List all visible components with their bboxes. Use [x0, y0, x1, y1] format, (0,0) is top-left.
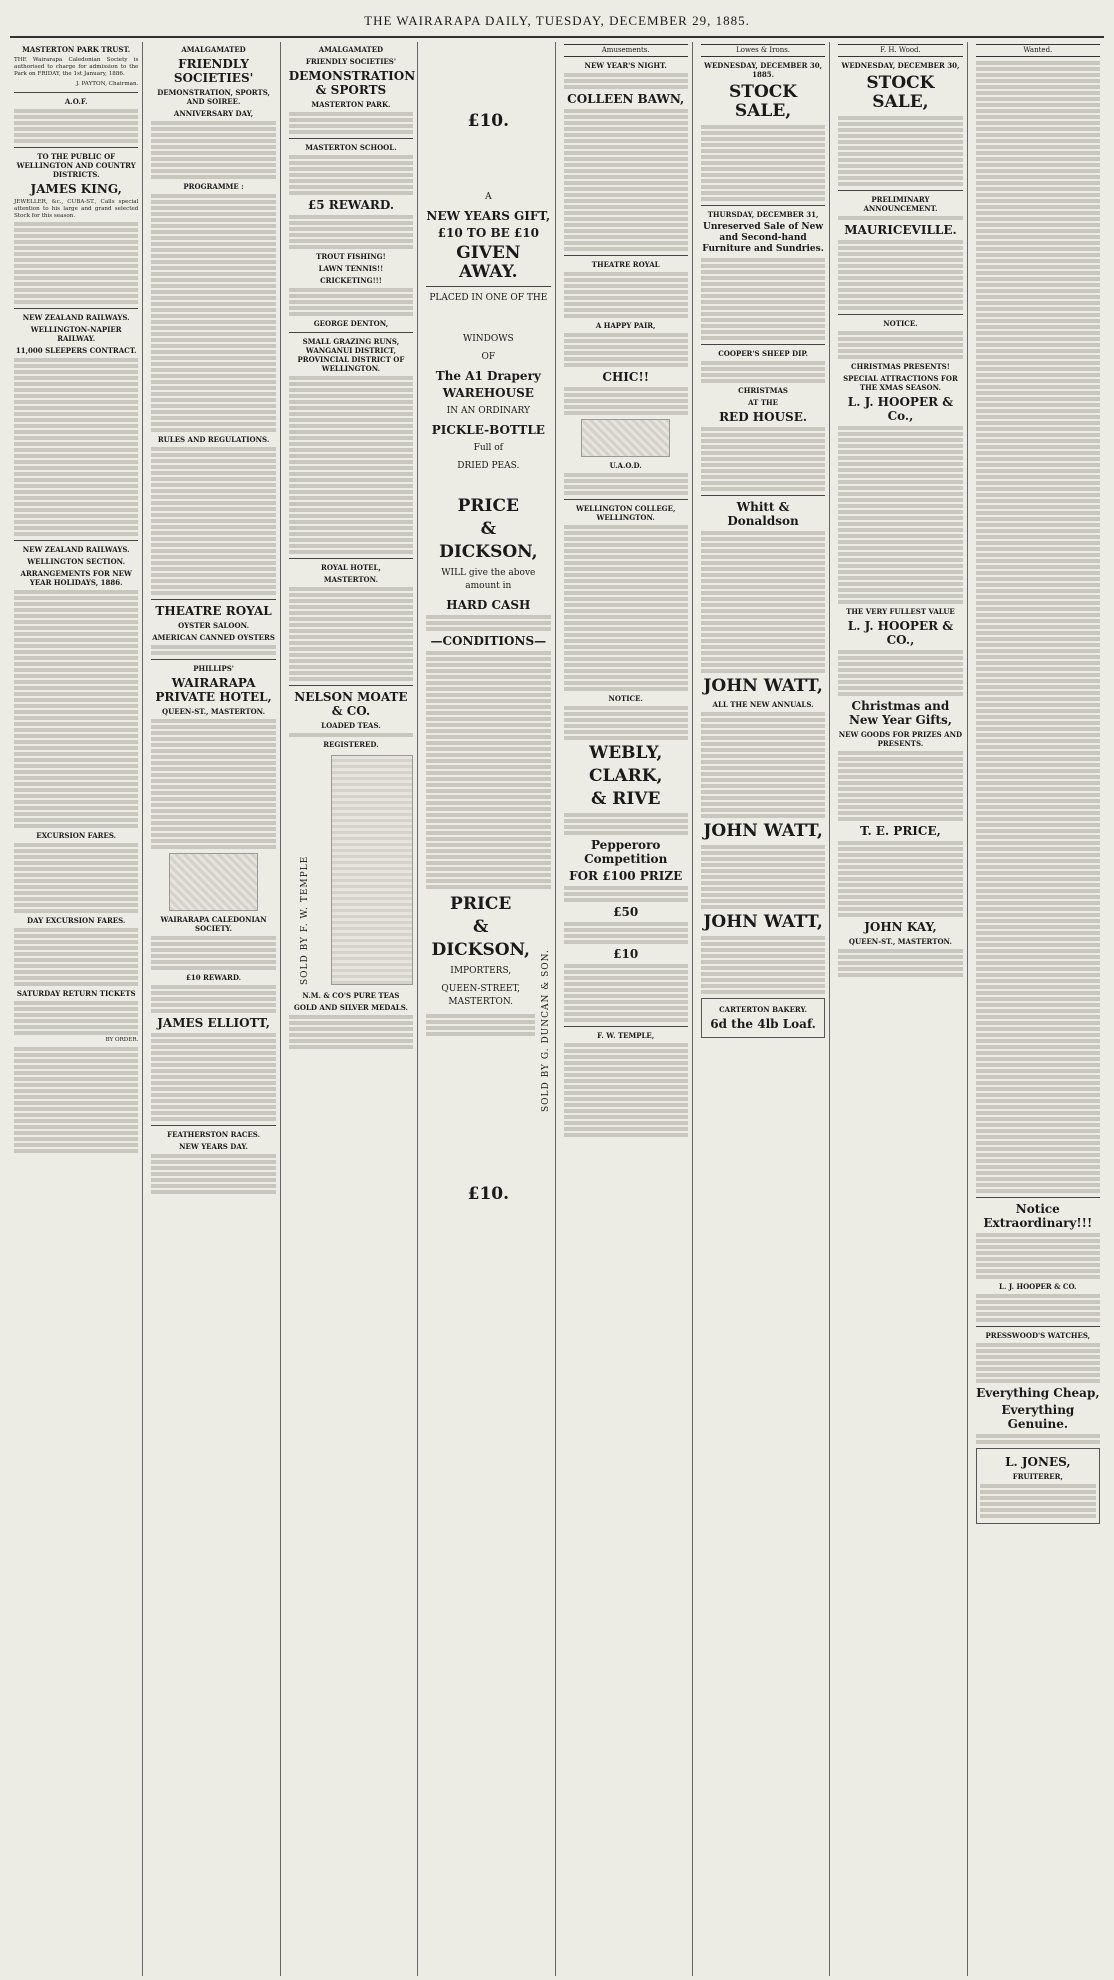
divider — [289, 138, 413, 139]
heading: ROYAL HOTEL, — [321, 563, 381, 572]
heading: JOHN WATT, — [703, 821, 823, 842]
text-block — [151, 936, 275, 970]
text-block — [976, 1233, 1100, 1279]
text-block — [289, 215, 413, 249]
heading: £10. — [467, 1184, 510, 1204]
heading: Christmas and New Year Gifts, — [848, 699, 952, 728]
heading: STOCK SALE, — [729, 82, 798, 122]
text-block — [426, 615, 550, 631]
heading: GEORGE DENTON, — [313, 319, 389, 328]
heading: COLLEEN BAWN, — [567, 92, 685, 107]
heading: £10. — [467, 111, 510, 131]
text-block — [426, 1014, 535, 1036]
heading: SMALL GRAZING RUNS, WANGANUI DISTRICT, PROVINCIAL DISTRICT OF WELLINGTON. — [297, 337, 405, 373]
text-block — [151, 645, 275, 655]
text-block — [701, 361, 825, 383]
section-banner: Amusements. — [564, 44, 688, 57]
columns — [10, 42, 1104, 1976]
heading: PRICE — [457, 496, 519, 516]
section-banner: F. H. Wood. — [838, 44, 962, 57]
text-block — [976, 1294, 1100, 1322]
column-7 — [834, 42, 967, 1976]
heading: LOADED TEAS. — [321, 721, 381, 730]
heading: AT THE — [748, 398, 778, 408]
text-block — [564, 1043, 688, 1137]
signature: BY ORDER. — [105, 1037, 139, 1044]
text-line: WILL give the above amount in — [441, 568, 536, 591]
heading: WELLINGTON SECTION. — [27, 557, 126, 567]
heading: £50 — [613, 905, 639, 920]
divider — [289, 685, 413, 686]
divider — [564, 499, 688, 500]
divider — [151, 1125, 275, 1126]
heading: CHIC!! — [602, 370, 649, 385]
divider — [976, 1197, 1100, 1198]
caledonian-society-emblem — [169, 853, 258, 911]
heading: PRESSWOOD'S WATCHES, — [985, 1331, 1091, 1341]
heading: AMALGAMATED — [318, 45, 384, 54]
text-block — [564, 813, 688, 835]
heading: FRUITERER, — [1012, 1472, 1063, 1482]
heading: WEDNESDAY, DECEMBER 30, — [841, 61, 960, 71]
heading: Whitt & Donaldson — [727, 500, 799, 529]
text-block — [980, 1484, 1096, 1518]
heading: JOHN WATT, — [703, 912, 823, 933]
heading: JOHN WATT, — [703, 676, 823, 697]
heading: NOTICE. — [883, 319, 918, 329]
wanted-ads — [976, 61, 1100, 1193]
heading: NEW ZEALAND RAILWAYS. — [22, 313, 130, 323]
heading: MASTERTON PARK TRUST. — [22, 45, 131, 54]
heading: TO THE PUBLIC OF WELLINGTON AND COUNTRY DISTRICTS. — [16, 151, 136, 179]
heading: OYSTER SALOON. — [178, 621, 250, 630]
heading: A.O.F. — [64, 96, 88, 106]
heading: WEDNESDAY, DECEMBER 30, 1885. — [704, 61, 823, 80]
text-block — [14, 928, 138, 986]
vertical-text: SOLD BY G. DUNCAN & SON. — [541, 949, 552, 1113]
heading: £5 REWARD. — [307, 198, 395, 212]
text-block — [838, 240, 962, 310]
text-block — [701, 712, 825, 818]
heading: NELSON MOATE & CO. — [294, 690, 408, 718]
heading: EXCURSION FARES. — [36, 831, 117, 841]
heading: SATURDAY RETURN TICKETS — [16, 989, 136, 999]
divider — [426, 286, 550, 287]
text-block — [564, 706, 688, 740]
heading: £10 TO BE £10 — [437, 226, 539, 240]
divider — [14, 540, 138, 541]
masthead-title: THE WAIRARAPA DAILY, TUESDAY, DECEMBER 29, 1885. — [364, 13, 750, 28]
heading: AMALGAMATED — [181, 45, 246, 54]
text-block — [151, 719, 275, 849]
text-block — [838, 751, 962, 821]
heading: TROUT FISHING! — [316, 252, 386, 261]
text-block — [289, 1015, 413, 1049]
heading: L. J. HOOPER & CO. — [999, 1282, 1077, 1292]
heading: GOLD AND SILVER MEDALS. — [293, 1003, 408, 1012]
divider — [151, 659, 275, 660]
heading: COOPER'S SHEEP DIP. — [718, 349, 808, 359]
heading: STOCK SALE, — [866, 73, 935, 113]
heading: JOHN KAY, — [864, 920, 937, 935]
column-1 — [10, 42, 143, 1976]
divider — [838, 314, 962, 315]
heading: PRELIMINARY ANNOUNCEMENT. — [863, 195, 938, 214]
heading: MASTERTON SCHOOL. — [305, 143, 397, 152]
heading: PRICE — [450, 894, 512, 914]
divider — [701, 344, 825, 345]
heading: N.M. & CO'S PURE TEAS — [302, 991, 400, 1000]
heading: THURSDAY, DECEMBER 31, — [707, 210, 819, 220]
heading: CHRISTMAS PRESENTS! — [851, 362, 950, 372]
vertical-text: SOLD BY F. W. TEMPLE — [300, 855, 311, 985]
text-block — [564, 73, 688, 89]
heading: FEATHERSTON RACES. — [167, 1130, 261, 1139]
text-block — [151, 1033, 275, 1121]
tea-chest-illustration — [331, 755, 413, 985]
column-4 — [422, 42, 555, 1976]
divider — [14, 92, 138, 93]
heading: LAWN TENNIS!! — [318, 264, 384, 273]
heading: WELLINGTON-NAPIER RAILWAY. — [30, 325, 122, 344]
column-2 — [147, 42, 280, 1976]
heading: & RIVE — [590, 789, 661, 810]
heading: JAMES KING, — [30, 181, 122, 196]
text-block — [289, 587, 413, 681]
heading: £10 REWARD. — [186, 973, 242, 982]
text-block — [289, 112, 413, 134]
heading: 11,000 SLEEPERS CONTRACT. — [15, 346, 137, 356]
text-block — [564, 922, 688, 944]
heading: CARTERTON BAKERY. — [719, 1005, 808, 1015]
heading: PHILLIPS' — [193, 664, 234, 673]
divider — [151, 599, 275, 600]
heading: & — [473, 917, 489, 937]
heading: SPECIAL ATTRACTIONS FOR THE XMAS SEASON. — [843, 374, 958, 393]
text-block — [838, 949, 962, 977]
text-block — [14, 843, 138, 913]
text-block — [976, 1343, 1100, 1383]
heading: The A1 Drapery — [435, 369, 541, 383]
tea-advert — [289, 755, 413, 985]
heading: NEW YEAR'S NIGHT. — [584, 61, 667, 71]
text-block — [564, 964, 688, 1022]
paragraph: THE Wairarapa Caledonian Society is authorised to charge for admission to the Park on FRIDAY, the 1st January, 1886. — [14, 57, 139, 78]
heading: PROGRAMME : — [183, 182, 244, 191]
divider — [564, 1026, 688, 1027]
heading: NEW GOODS FOR PRIZES AND PRESENTS. — [838, 730, 963, 749]
heading: Notice Extraordinary!!! — [983, 1202, 1093, 1231]
text-block — [289, 288, 413, 316]
heading: DICKSON, — [431, 940, 530, 960]
column-8 — [972, 42, 1104, 1976]
text-block — [151, 1154, 275, 1194]
heading: DEMONSTRATION & SPORTS — [288, 69, 416, 97]
heading: JAMES ELLIOTT, — [157, 1016, 270, 1030]
heading: RED HOUSE. — [719, 410, 808, 425]
heading: Unreserved Sale of New and Second-hand Furniture and Sundries. — [702, 222, 824, 255]
heading: L. JONES, — [1005, 1455, 1071, 1470]
text-block — [701, 125, 825, 201]
heading: WAIRARAPA PRIVATE HOTEL, — [155, 676, 272, 704]
text-line: IMPORTERS, — [450, 966, 512, 976]
text-line: OF — [481, 352, 496, 362]
text-block — [564, 525, 688, 691]
text-block — [838, 841, 962, 917]
text-block — [564, 473, 688, 495]
text-line: A — [485, 192, 492, 202]
heading: —CONDITIONS— — [430, 634, 547, 648]
heading: DEMONSTRATION, SPORTS, AND SOIREE. — [157, 88, 270, 106]
text-block — [289, 376, 413, 554]
heading: ARRANGEMENTS FOR NEW YEAR HOLIDAYS, 1886. — [20, 569, 132, 588]
heading: L. J. HOOPER & CO., — [847, 619, 954, 648]
heading: F. W. TEMPLE, — [597, 1031, 655, 1041]
text-block — [701, 531, 825, 673]
heading: THE VERY FULLEST VALUE — [846, 607, 955, 617]
heading: DAY EXCURSION FARES. — [27, 916, 126, 926]
text-block — [838, 331, 962, 359]
heading: MAURICEVILLE. — [844, 223, 957, 238]
heading: DICKSON, — [439, 542, 538, 562]
column-5 — [560, 42, 693, 1976]
heading: HARD CASH — [446, 598, 531, 612]
heading: QUEEN-ST., MASTERTON. — [848, 937, 952, 947]
heading: THEATRE ROYAL — [591, 260, 660, 270]
heading: MASTERTON. — [323, 575, 379, 584]
divider — [289, 558, 413, 559]
text-block — [151, 447, 275, 595]
text-block — [838, 426, 962, 604]
text-block — [151, 121, 275, 179]
divider — [701, 205, 825, 206]
text-block — [701, 936, 825, 994]
heading: CRICKETING!!! — [320, 276, 382, 285]
price-dickson-advert — [426, 891, 550, 1171]
heading: CHRISTMAS — [738, 386, 788, 396]
text-block — [564, 333, 688, 367]
heading: A HAPPY PAIR, — [595, 321, 656, 331]
text-block — [151, 194, 275, 432]
heading: GIVEN AWAY. — [456, 243, 521, 282]
heading: NEW ZEALAND RAILWAYS. — [22, 545, 130, 555]
heading: THEATRE ROYAL — [155, 604, 272, 618]
text-block — [564, 886, 688, 902]
text-line: WINDOWS — [462, 334, 514, 344]
divider — [564, 255, 688, 256]
heading: & — [480, 519, 496, 539]
paragraph: JEWELLER, &c., CUBA-ST., Calls special attention to his large and grand selected Stock for this season. — [14, 198, 139, 220]
heading: FOR £100 PRIZE — [569, 869, 683, 884]
divider — [14, 308, 138, 309]
section-banner: Lowes & Irons. — [701, 44, 825, 57]
signature: J. PAYTON, Chairman. — [76, 80, 139, 87]
column-3 — [285, 42, 418, 1976]
heading: QUEEN-ST., MASTERTON. — [162, 707, 266, 716]
heading: L. J. HOOPER & Co., — [847, 395, 954, 424]
heading: PICKLE-BOTTLE — [431, 423, 545, 437]
divider — [976, 1326, 1100, 1327]
heading: WELLINGTON COLLEGE, WELLINGTON. — [575, 504, 676, 523]
heading: WAIRARAPA CALEDONIAN SOCIETY. — [160, 915, 267, 933]
divider — [14, 147, 138, 148]
text-block — [701, 427, 825, 491]
heading: Everything Genuine. — [1001, 1403, 1075, 1432]
heading: NEW YEARS GIFT, — [426, 209, 551, 223]
text-block — [701, 258, 825, 340]
divider — [289, 332, 413, 333]
heading: U.A.O.D. — [609, 461, 642, 471]
divider — [701, 495, 825, 496]
fruiterer-advert — [976, 1448, 1100, 1524]
heading: CLARK, — [588, 766, 663, 787]
heading: NOTICE. — [608, 694, 643, 704]
text-block — [838, 116, 962, 186]
heading: WAREHOUSE — [442, 386, 534, 400]
heading: T. E. PRICE, — [860, 824, 941, 839]
text-block — [289, 155, 413, 195]
heading: 6d the 4lb Loaf. — [710, 1017, 816, 1032]
text-block — [14, 1001, 138, 1035]
text-block — [14, 358, 138, 536]
divider — [838, 190, 962, 191]
heading: WEBLY, — [589, 743, 663, 764]
text-block — [14, 1047, 138, 1153]
heading: ANNIVERSARY DAY, — [173, 109, 254, 118]
text-line: Full of — [473, 443, 504, 453]
heading: RULES AND REGULATIONS. — [157, 435, 270, 444]
text-block — [151, 985, 275, 1013]
heading: NEW YEARS DAY. — [179, 1142, 248, 1151]
heading: FRIENDLY SOCIETIES' — [305, 57, 396, 66]
text-line: PLACED IN ONE OF THE — [429, 293, 548, 303]
heading: Pepperoro Competition — [584, 838, 668, 867]
heading: Everything Cheap, — [976, 1386, 1100, 1401]
text-block — [426, 651, 550, 889]
heading: FRIENDLY SOCIETIES' — [173, 57, 254, 85]
handshake-emblem — [581, 419, 670, 457]
text-block — [838, 216, 962, 220]
text-block — [976, 1434, 1100, 1444]
text-block — [838, 650, 962, 696]
heading: ALL THE NEW ANNUALS. — [712, 700, 814, 710]
heading: REGISTERED. — [323, 740, 379, 749]
heading: £10 — [613, 947, 639, 962]
text-block — [564, 387, 688, 415]
section-banner: Wanted. — [976, 44, 1100, 57]
text-line: QUEEN-STREET, MASTERTON. — [441, 984, 521, 1007]
text-block — [564, 109, 688, 251]
text-block — [564, 272, 688, 318]
text-block — [14, 222, 138, 304]
text-line: DRIED PEAS. — [457, 461, 520, 471]
heading: MASTERTON PARK. — [311, 100, 391, 109]
masthead — [10, 6, 1104, 38]
text-block — [14, 109, 138, 143]
text-block — [14, 590, 138, 828]
column-6 — [697, 42, 830, 1976]
heading: AMERICAN CANNED OYSTERS — [152, 633, 275, 642]
text-block — [289, 733, 413, 737]
bakery-advert — [701, 998, 825, 1038]
text-line: IN AN ORDINARY — [446, 406, 530, 416]
text-block — [701, 845, 825, 909]
